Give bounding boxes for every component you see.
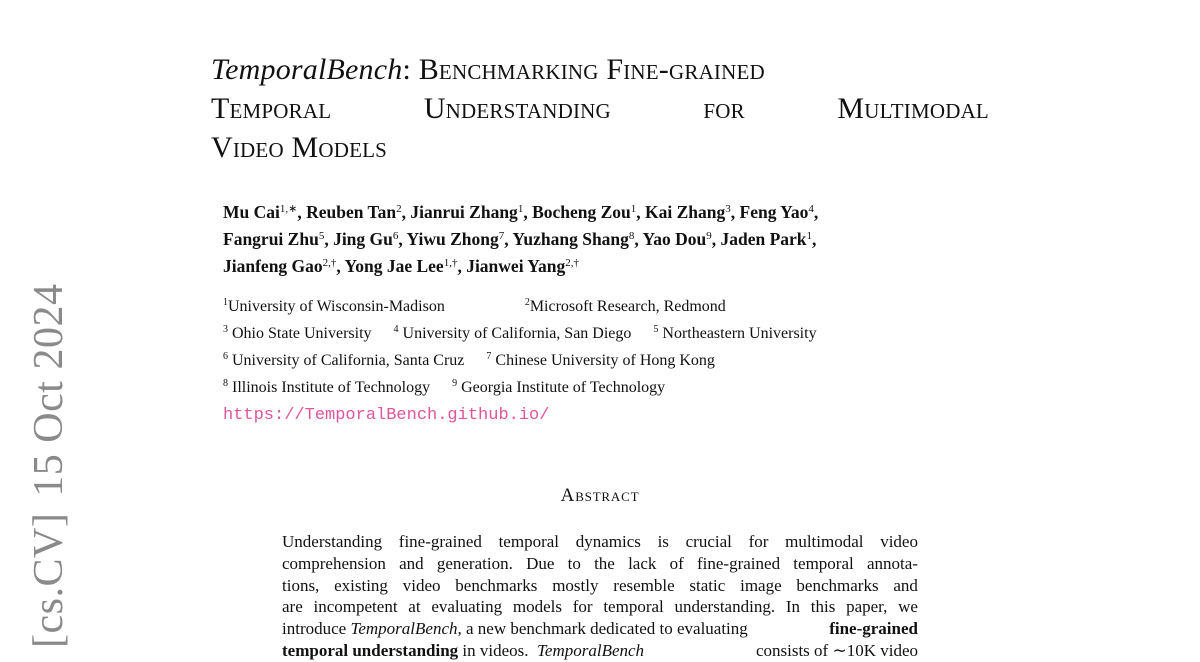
abstract-word: for xyxy=(748,532,769,551)
author-affiliation-mark: 1,∗ xyxy=(279,203,298,215)
author-name: Jing Gu xyxy=(333,229,393,249)
abstract-word: fine-grained xyxy=(697,553,781,573)
author-separator: , xyxy=(401,202,406,222)
abstract-word: tions, xyxy=(282,575,320,595)
author-affiliation-mark: 3 xyxy=(725,203,731,215)
arxiv-sidebar-stamp xyxy=(24,248,74,648)
benchmark-name: TemporalBench xyxy=(537,640,645,660)
abstract-body xyxy=(282,531,918,662)
author-affiliation-mark: 8 xyxy=(628,230,635,242)
author-name: Mu Cai xyxy=(223,202,280,222)
abstract-line xyxy=(282,640,918,662)
author-line xyxy=(223,226,943,253)
affiliation-row xyxy=(223,293,943,320)
author-affiliation-mark: 5 xyxy=(318,230,325,242)
affiliation-name: Illinois Institute of Technology xyxy=(228,379,431,396)
abstract-emphasis: fine-grained xyxy=(829,619,918,639)
affiliation-number: 5 xyxy=(653,324,659,335)
abstract-word: video xyxy=(880,532,918,551)
affiliation-name: Microsoft Research, Redmond xyxy=(529,298,726,315)
author-line xyxy=(223,253,943,280)
abstract-word: evaluating xyxy=(431,597,503,617)
title-word: Temporal xyxy=(211,92,332,125)
abstract-word: Due xyxy=(526,553,555,573)
arxiv-date: 15 Oct 2024 xyxy=(26,283,72,497)
affiliation-number: 9 xyxy=(452,378,458,389)
affiliation-item xyxy=(223,293,445,320)
author-separator: , xyxy=(504,229,509,249)
abstract-word: fine-grained xyxy=(398,532,482,551)
affiliation-number: 3 xyxy=(223,324,228,335)
abstract-word: are xyxy=(282,597,303,617)
title-word: for xyxy=(703,92,745,125)
affiliation-name: University of Wisconsin-Madison xyxy=(228,298,445,315)
abstract-word: temporal xyxy=(498,532,559,551)
abstract-word: and xyxy=(893,575,918,595)
author-name: Reuben Tan xyxy=(306,202,397,222)
author-name: Yuzhang Shang xyxy=(512,229,629,249)
abstract-text: , a new benchmark dedicated to evaluating xyxy=(457,619,748,639)
affiliation-row xyxy=(223,374,943,401)
abstract-word: incompetent xyxy=(313,597,398,617)
abstract-word: static xyxy=(689,575,726,595)
author-affiliation-mark: 2 xyxy=(396,203,402,215)
affiliation-name: Georgia Institute of Technology xyxy=(457,379,666,396)
author-separator: , xyxy=(636,202,641,222)
author-separator: , xyxy=(812,229,817,249)
abstract-word: paper, xyxy=(846,597,888,617)
author-affiliation-mark: 7 xyxy=(498,230,505,242)
abstract-word: lack xyxy=(628,553,657,573)
arxiv-category: [cs.CV] xyxy=(26,512,72,648)
abstract-word: understanding. xyxy=(674,597,776,617)
affiliation-row xyxy=(223,320,943,347)
affiliation-item xyxy=(452,374,665,401)
author-separator: , xyxy=(523,202,528,222)
abstract-word: benchmarks xyxy=(455,575,538,595)
author-affiliation-mark: 1,† xyxy=(443,257,458,269)
title-line-3: Video Models xyxy=(211,131,388,164)
author-affiliation-mark: 6 xyxy=(392,230,399,242)
abstract-line xyxy=(282,553,918,575)
abstract-line xyxy=(282,575,918,597)
author-affiliation-mark: 1 xyxy=(517,203,524,215)
abstract-line xyxy=(282,531,918,553)
abstract-word: temporal xyxy=(603,597,664,617)
abstract-text: in videos. xyxy=(462,640,529,660)
abstract-word: image xyxy=(740,575,782,595)
author-name: Jianwei Yang xyxy=(466,256,566,276)
author-separator: , xyxy=(634,229,639,249)
project-url-link[interactable]: https://TemporalBench.github.io/ xyxy=(223,406,550,425)
title-benchmark-name: TemporalBench xyxy=(211,53,403,86)
author-affiliation-mark: 9 xyxy=(706,230,712,242)
abstract-word: dynamics xyxy=(575,532,641,551)
affiliation-item xyxy=(525,293,726,320)
abstract-word: models xyxy=(512,597,562,617)
abstract-word: annota- xyxy=(866,553,918,573)
title-word: Multimodal xyxy=(837,92,989,125)
affiliation-number: 2 xyxy=(524,297,530,308)
abstract-line xyxy=(282,596,918,618)
abstract-word: is xyxy=(657,532,669,551)
affiliation-item xyxy=(653,320,816,347)
author-affiliation-mark: 2,† xyxy=(565,257,579,269)
paper-title xyxy=(211,50,989,167)
affiliation-item xyxy=(223,374,430,401)
affiliation-row xyxy=(223,347,943,374)
affiliation-list xyxy=(223,293,943,401)
affiliation-item xyxy=(223,347,464,374)
title-word: Understanding xyxy=(423,92,611,125)
affiliation-item xyxy=(223,320,372,347)
abstract-word: Understanding xyxy=(282,532,383,551)
affiliation-name: Chinese University of Hong Kong xyxy=(491,352,715,369)
abstract-word: In xyxy=(785,597,800,617)
abstract-word: of xyxy=(669,553,684,573)
author-separator: , xyxy=(730,202,736,222)
author-affiliation-mark: 1 xyxy=(806,230,813,242)
abstract-heading: Abstract xyxy=(560,485,640,506)
affiliation-item xyxy=(394,320,632,347)
author-separator: , xyxy=(398,229,403,249)
author-name: Jaden Park xyxy=(720,229,807,249)
author-separator: , xyxy=(711,229,717,249)
author-separator: , xyxy=(324,229,329,249)
affiliation-name: Northeastern University xyxy=(658,325,817,342)
abstract-word: video xyxy=(402,575,441,595)
abstract-line xyxy=(282,618,918,640)
author-name: Bocheng Zou xyxy=(532,202,631,222)
abstract-word: this xyxy=(810,597,836,617)
abstract-word: multimodal xyxy=(785,532,864,551)
author-name: Yiwu Zhong xyxy=(406,229,499,249)
affiliation-name: Ohio State University xyxy=(228,325,372,342)
author-name: Fangrui Zhu xyxy=(223,229,319,249)
affiliation-name: University of California, Santa Cruz xyxy=(228,352,465,369)
abstract-word: at xyxy=(408,597,421,617)
affiliation-number: 8 xyxy=(223,378,228,389)
affiliation-number: 4 xyxy=(393,324,399,335)
abstract-text: introduce xyxy=(282,619,347,639)
author-separator: , xyxy=(813,202,819,222)
abstract-word: generation. xyxy=(436,553,513,573)
abstract-word: the xyxy=(594,553,615,573)
abstract-text: consists of ∼10K video xyxy=(755,640,918,660)
affiliation-number: 7 xyxy=(486,351,492,362)
author-list xyxy=(223,199,943,280)
author-affiliation-mark: 1 xyxy=(630,203,637,215)
abstract-word: resemble xyxy=(613,575,675,595)
abstract-word: we xyxy=(898,597,918,617)
title-line-1-rest: : Benchmarking Fine-grained xyxy=(402,53,765,86)
affiliation-number: 1 xyxy=(223,297,228,308)
author-name: Jianrui Zhang xyxy=(410,202,518,222)
author-separator: , xyxy=(457,256,462,276)
author-name: Kai Zhang xyxy=(645,202,726,222)
author-name: Feng Yao xyxy=(739,202,809,222)
abstract-word: benchmarks xyxy=(796,575,879,595)
affiliation-number: 6 xyxy=(223,351,228,362)
author-name: Yong Jae Lee xyxy=(344,256,444,276)
affiliation-name: University of California, San Diego xyxy=(398,325,632,342)
abstract-word: and xyxy=(399,553,424,573)
author-separator: , xyxy=(297,202,302,222)
abstract-word: crucial xyxy=(685,532,732,551)
author-name: Yao Dou xyxy=(642,229,707,249)
author-affiliation-mark: 2,† xyxy=(322,257,337,269)
author-separator: , xyxy=(336,256,341,276)
affiliation-item xyxy=(486,347,715,374)
author-name: Jianfeng Gao xyxy=(223,256,323,276)
abstract-word: to xyxy=(567,553,581,573)
benchmark-name: TemporalBench xyxy=(350,619,458,639)
abstract-word: mostly xyxy=(552,575,599,595)
author-line xyxy=(223,199,943,226)
title-line-1 xyxy=(211,50,989,89)
abstract-emphasis: temporal understanding xyxy=(282,640,459,660)
abstract-word: temporal xyxy=(793,553,854,573)
abstract-word: existing xyxy=(334,575,388,595)
title-line-2 xyxy=(211,89,989,128)
author-affiliation-mark: 4 xyxy=(808,203,814,215)
abstract-word: for xyxy=(572,597,593,617)
abstract-word: comprehension xyxy=(282,553,386,573)
